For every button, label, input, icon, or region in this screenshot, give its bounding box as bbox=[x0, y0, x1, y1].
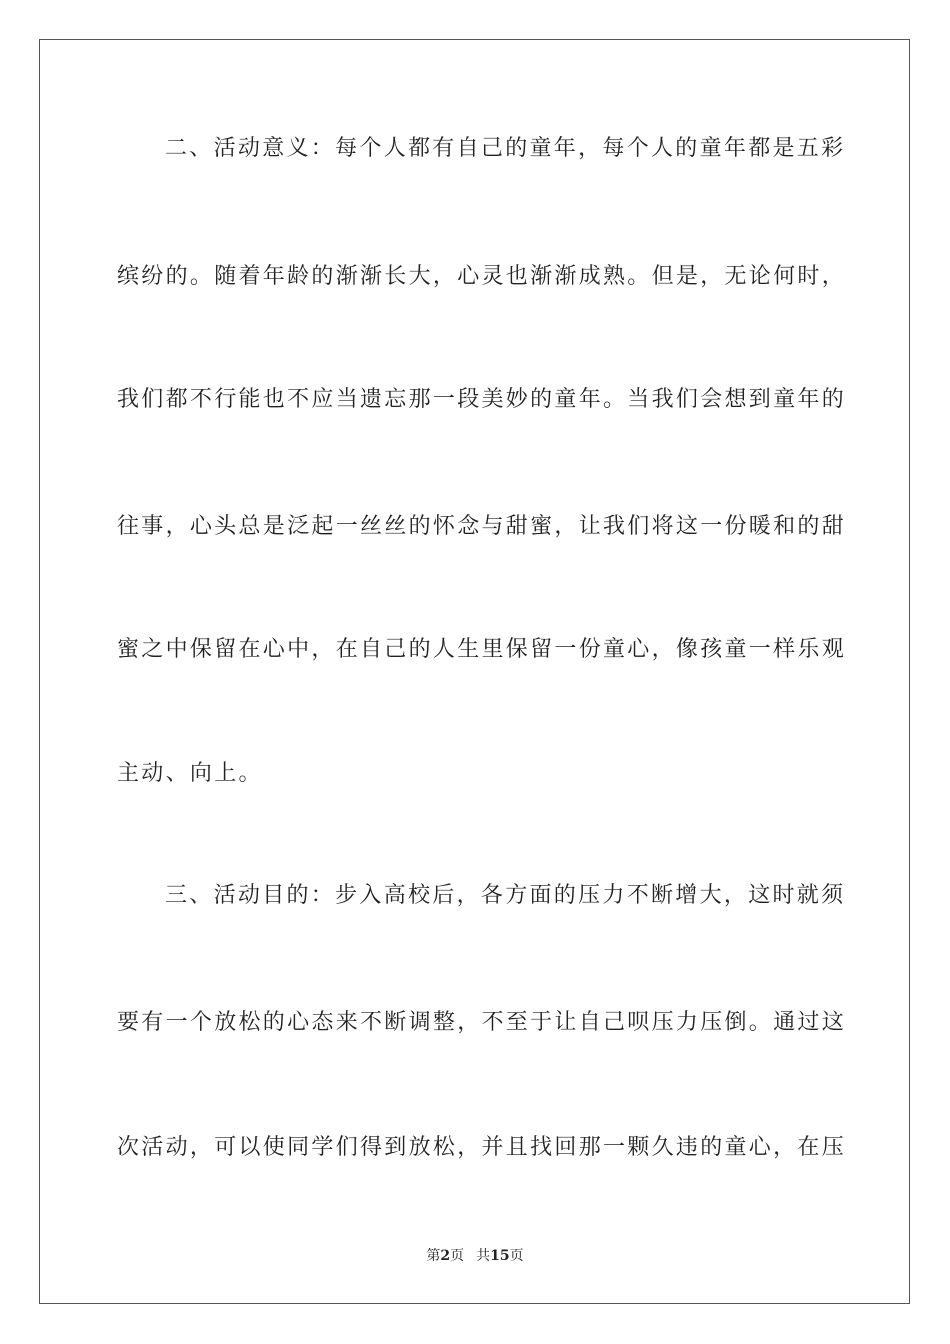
footer-total-suffix: 页 bbox=[509, 1248, 524, 1264]
text-line-7: 三、活动目的：步入高校后，各方面的压力不断增大，这时就须 bbox=[165, 883, 846, 908]
text-line-2: 缤纷的。随着年龄的渐渐长大，心灵也渐渐成熟。但是，无论何时， bbox=[117, 264, 847, 289]
text-line-8: 要有一个放松的心态来不断调整，不至于让自己呗压力压倒。通过这 bbox=[117, 1010, 847, 1035]
page-footer bbox=[0, 1246, 950, 1266]
text-line-1: 二、活动意义：每个人都有自己的童年，每个人的童年都是五彩 bbox=[165, 136, 846, 161]
text-line-5: 蜜之中保留在心中，在自己的人生里保留一份童心，像孩童一样乐观 bbox=[117, 637, 847, 662]
text-line-3: 我们都不行能也不应当遗忘那一段美妙的童年。当我们会想到童年的 bbox=[117, 387, 847, 412]
footer-page-number: 2 bbox=[440, 1248, 451, 1264]
text-line-9: 次活动，可以使同学们得到放松，并且找回那一颗久违的童心，在压 bbox=[117, 1135, 847, 1160]
page-border bbox=[39, 39, 910, 1304]
footer-total-prefix: 共 bbox=[476, 1248, 491, 1264]
footer-page-prefix: 第 bbox=[426, 1248, 441, 1264]
text-line-6: 主动、向上。 bbox=[117, 761, 263, 786]
footer-page-suffix: 页 bbox=[450, 1248, 465, 1264]
footer-total-pages: 15 bbox=[490, 1248, 510, 1264]
text-line-4: 往事，心头总是泛起一丝丝的怀念与甜蜜，让我们将这一份暖和的甜 bbox=[117, 514, 847, 539]
